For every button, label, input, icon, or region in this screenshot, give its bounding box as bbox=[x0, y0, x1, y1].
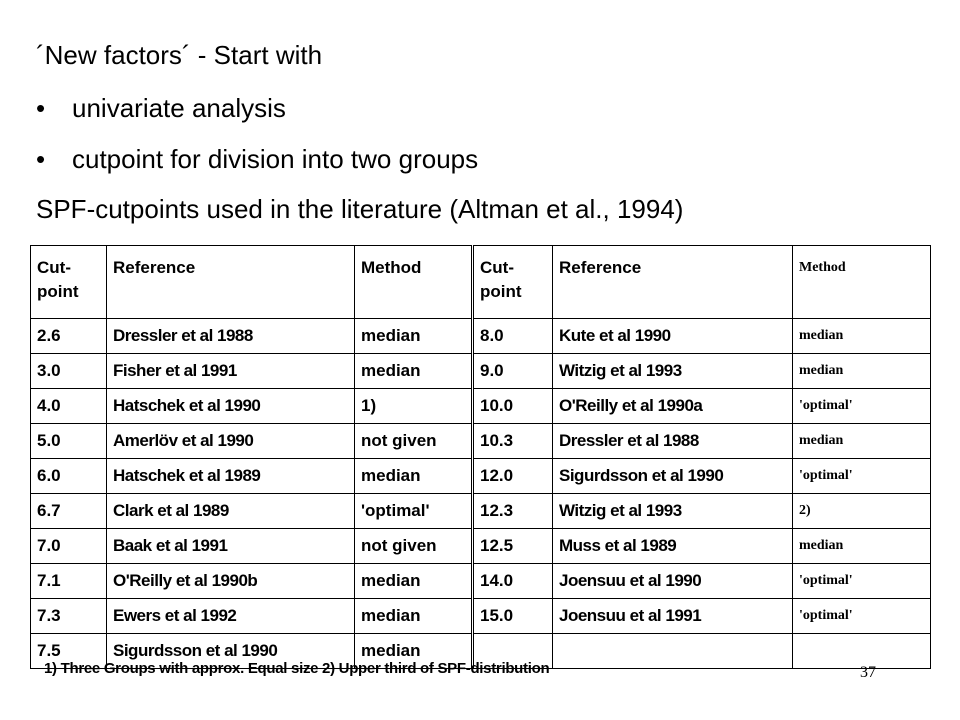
cell-method: median bbox=[793, 529, 931, 564]
cell-cutpoint: 5.0 bbox=[31, 424, 107, 459]
table-row bbox=[31, 564, 931, 599]
cell-reference: Hatschek et al 1990 bbox=[107, 389, 355, 424]
cutpoint-table-container bbox=[30, 245, 930, 660]
cell-method: 'optimal' bbox=[793, 459, 931, 494]
cell-cutpoint: 6.0 bbox=[31, 459, 107, 494]
cell-reference: Dressler et al 1988 bbox=[553, 424, 793, 459]
table-row bbox=[31, 529, 931, 564]
cell-method: not given bbox=[355, 529, 473, 564]
header-cutpoint: Cut- point bbox=[473, 246, 553, 319]
cell-reference: O'Reilly et al 1990b bbox=[107, 564, 355, 599]
table-row bbox=[31, 494, 931, 529]
bullet-item bbox=[36, 93, 286, 124]
cell-cutpoint: 10.0 bbox=[473, 389, 553, 424]
cell-method: median bbox=[355, 459, 473, 494]
cell-method: not given bbox=[355, 424, 473, 459]
cell-method: 'optimal' bbox=[793, 389, 931, 424]
header-reference: Reference bbox=[553, 246, 793, 319]
table-row bbox=[31, 599, 931, 634]
cell-reference: Baak et al 1991 bbox=[107, 529, 355, 564]
bullet-item bbox=[36, 144, 478, 175]
table-row bbox=[31, 459, 931, 494]
cell-reference: Joensuu et al 1990 bbox=[553, 564, 793, 599]
cell-reference: Witzig et al 1993 bbox=[553, 494, 793, 529]
table-caption: SPF-cutpoints used in the literature (Altman et al., 1994) bbox=[36, 194, 684, 224]
cell-method: median bbox=[355, 564, 473, 599]
cell-cutpoint: 4.0 bbox=[31, 389, 107, 424]
cell-reference: Witzig et al 1993 bbox=[553, 354, 793, 389]
cell-cutpoint: 8.0 bbox=[473, 319, 553, 354]
bullet-text: univariate analysis bbox=[72, 93, 286, 123]
page-number: 37 bbox=[860, 664, 876, 681]
cell-reference: Sigurdsson et al 1990 bbox=[553, 459, 793, 494]
table-row bbox=[31, 389, 931, 424]
cell-cutpoint: 12.3 bbox=[473, 494, 553, 529]
cell-cutpoint: 10.3 bbox=[473, 424, 553, 459]
cell-method: median bbox=[355, 319, 473, 354]
cell-cutpoint: 14.0 bbox=[473, 564, 553, 599]
cell-method: median bbox=[355, 354, 473, 389]
cell-cutpoint: 7.0 bbox=[31, 529, 107, 564]
cell-cutpoint: 6.7 bbox=[31, 494, 107, 529]
table-row bbox=[31, 354, 931, 389]
cell-cutpoint: 12.5 bbox=[473, 529, 553, 564]
cell-reference: Kute et al 1990 bbox=[553, 319, 793, 354]
cell-method: 'optimal' bbox=[355, 494, 473, 529]
cell-cutpoint: 7.3 bbox=[31, 599, 107, 634]
cell-reference: Dressler et al 1988 bbox=[107, 319, 355, 354]
cell-reference: Fisher et al 1991 bbox=[107, 354, 355, 389]
cell-reference: Sigurdsson et al 1990 bbox=[107, 634, 355, 669]
cell-method: 2) bbox=[793, 494, 931, 529]
cell-method: median bbox=[355, 599, 473, 634]
header-reference: Reference bbox=[107, 246, 355, 319]
table-row bbox=[31, 319, 931, 354]
bullet-text: cutpoint for division into two groups bbox=[72, 144, 479, 174]
header-method: Method bbox=[355, 246, 473, 319]
cell-cutpoint: 12.0 bbox=[473, 459, 553, 494]
bullet-marker: • bbox=[36, 93, 46, 123]
cell-method: median bbox=[355, 634, 473, 669]
table-row bbox=[31, 424, 931, 459]
cell-method: median bbox=[793, 424, 931, 459]
cell-reference: Amerlöv et al 1990 bbox=[107, 424, 355, 459]
cell-method: 'optimal' bbox=[793, 564, 931, 599]
cell-cutpoint: 3.0 bbox=[31, 354, 107, 389]
cell-reference: O'Reilly et al 1990a bbox=[553, 389, 793, 424]
cell-reference: Hatschek et al 1989 bbox=[107, 459, 355, 494]
cell-cutpoint: 2.6 bbox=[31, 319, 107, 354]
footnote: 1) Three Groups with approx. Equal size 2) Upper third of SPF-distribution bbox=[44, 660, 550, 677]
cell-reference bbox=[553, 634, 793, 669]
cell-reference: Muss et al 1989 bbox=[553, 529, 793, 564]
cell-cutpoint: 15.0 bbox=[473, 599, 553, 634]
cell-cutpoint: 7.5 bbox=[31, 634, 107, 669]
cell-method: 1) bbox=[355, 389, 473, 424]
cell-cutpoint: 7.1 bbox=[31, 564, 107, 599]
header-method: Method bbox=[793, 246, 931, 319]
cell-reference: Ewers et al 1992 bbox=[107, 599, 355, 634]
bullet-marker: • bbox=[36, 144, 46, 174]
table-header-row bbox=[31, 246, 931, 319]
cutpoint-table bbox=[30, 245, 931, 669]
cell-cutpoint: 9.0 bbox=[473, 354, 553, 389]
cell-method: 'optimal' bbox=[793, 599, 931, 634]
header-cutpoint: Cut- point bbox=[31, 246, 107, 319]
cell-reference: Joensuu et al 1991 bbox=[553, 599, 793, 634]
cell-method: median bbox=[793, 354, 931, 389]
cell-reference: Clark et al 1989 bbox=[107, 494, 355, 529]
cell-method: median bbox=[793, 319, 931, 354]
slide-heading: ´New factors´ - Start with bbox=[36, 40, 323, 70]
